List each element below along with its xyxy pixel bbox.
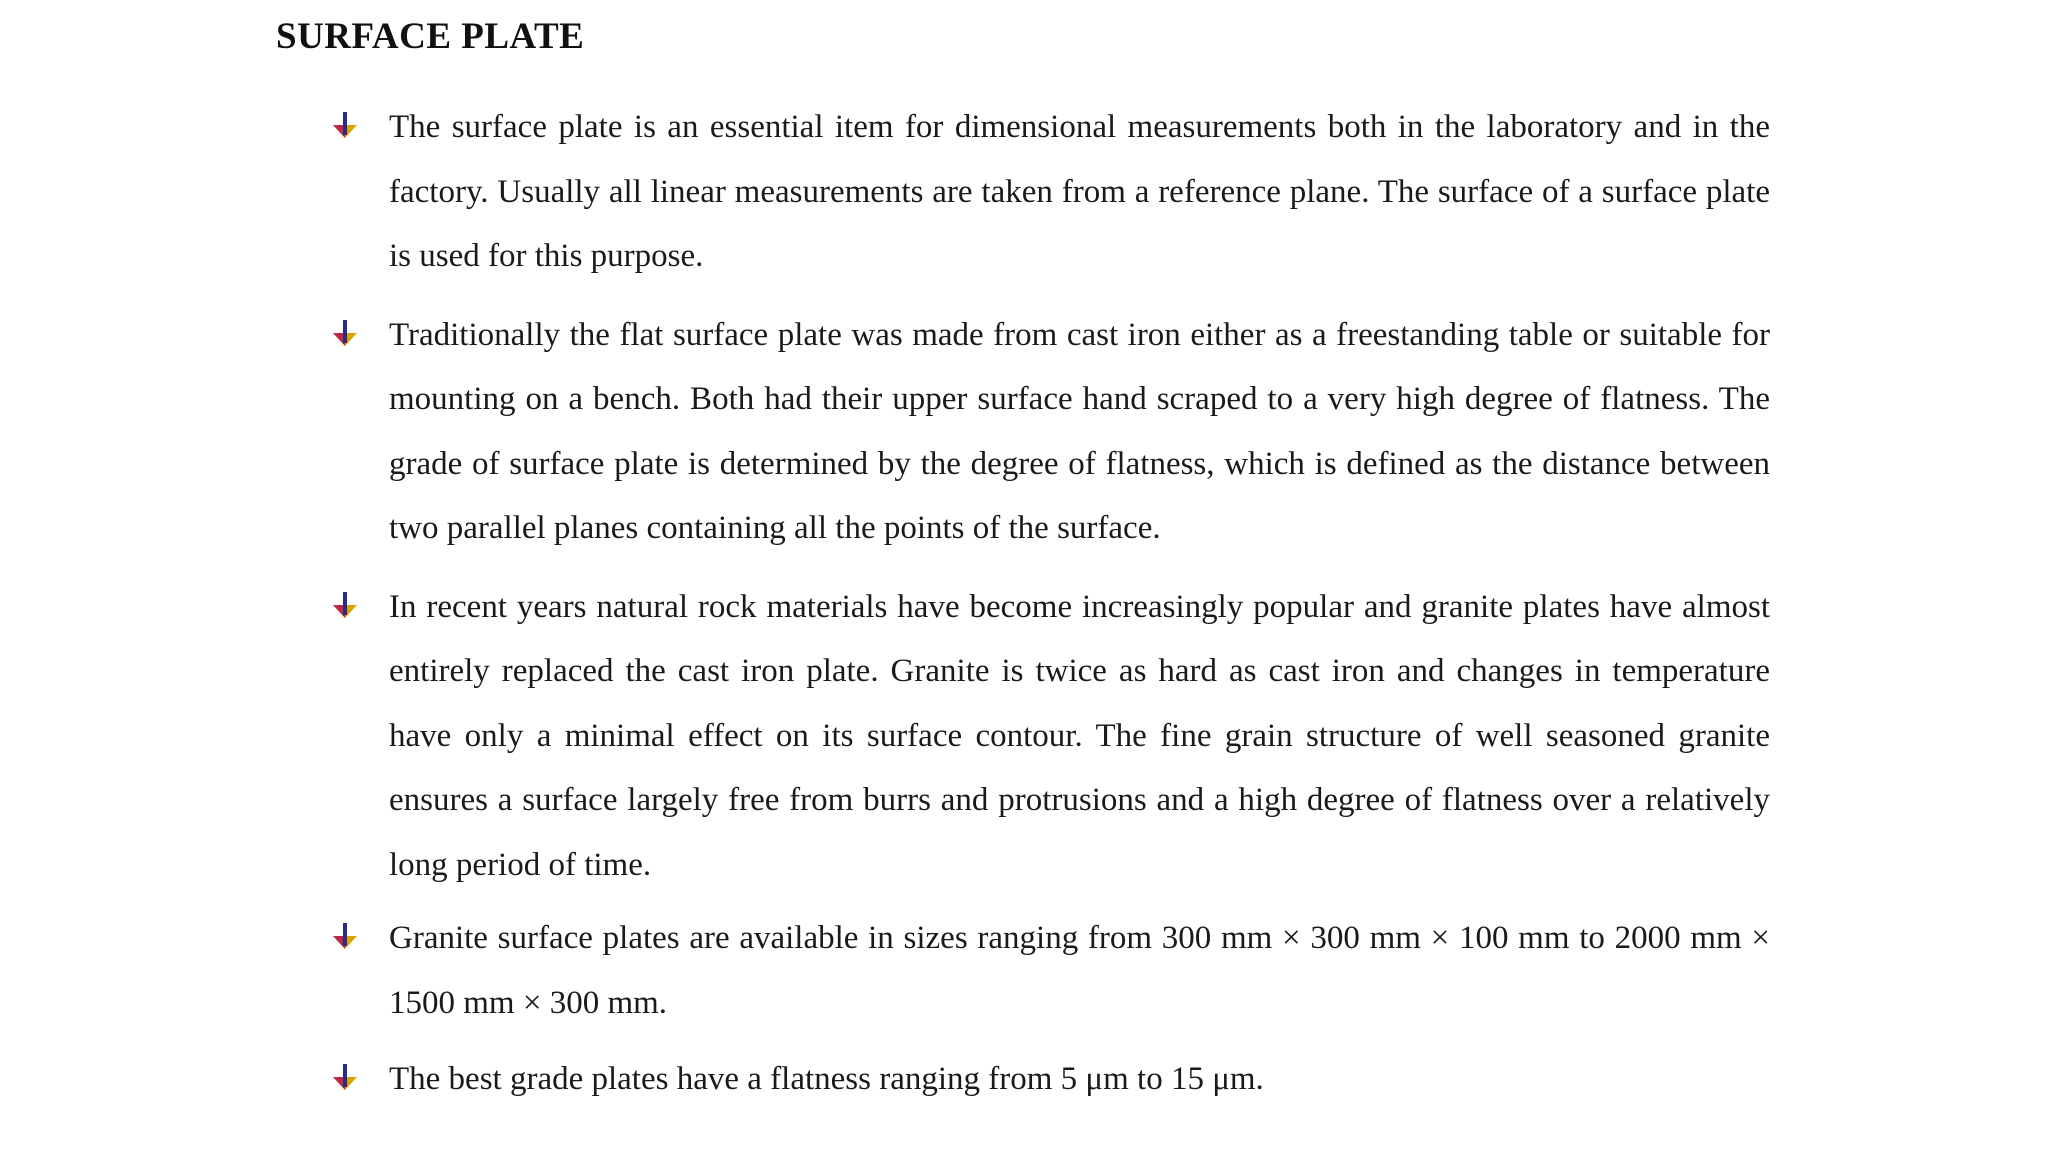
list-item	[330, 575, 1770, 898]
arrow-down-bullet-icon	[330, 922, 360, 952]
list-item	[330, 303, 1770, 561]
list-item	[330, 95, 1770, 289]
bullet-text: The best grade plates have a flatness ranging from 5 μm to 15 μm.	[389, 1061, 1264, 1097]
arrow-down-bullet-icon	[330, 319, 360, 349]
bullet-text: Granite surface plates are available in sizes ranging from 300 mm × 300 mm × 100 mm to 2000 mm × 1500 mm × 300 mm.	[389, 920, 1770, 1021]
page-title: SURFACE PLATE	[276, 16, 585, 57]
list-item	[330, 1047, 1770, 1112]
arrow-down-bullet-icon	[330, 591, 360, 621]
list-item	[330, 906, 1770, 1035]
bullet-text: In recent years natural rock materials have become increasingly popular and granite plates have almost entirely replaced the cast iron plate. Granite is twice as hard as cast iron and changes in temperature have only a minimal effect on its surface contour. The fine grain structure of well seasoned granite ensures a surface largely free from burrs and protrusions and a high degree of flatness over a relatively long period of time.	[389, 588, 1770, 883]
arrow-down-bullet-icon	[330, 1063, 360, 1093]
arrow-down-bullet-icon	[330, 111, 360, 141]
bullet-text: Traditionally the flat surface plate was made from cast iron either as a freestanding table or suitable for mounting on a bench. Both had their upper surface hand scraped to a very high degree of flatness. The grade of surface plate is determined by the degree of flatness, which is defined as the distance between two parallel planes containing all the points of the surface.	[389, 316, 1770, 546]
bullet-text: The surface plate is an essential item for dimensional measurements both in the laboratory and in the factory. Usually all linear measurements are taken from a reference plane. The surface of a surface plate is used for this purpose.	[389, 109, 1770, 274]
bullet-list	[330, 95, 1770, 1124]
